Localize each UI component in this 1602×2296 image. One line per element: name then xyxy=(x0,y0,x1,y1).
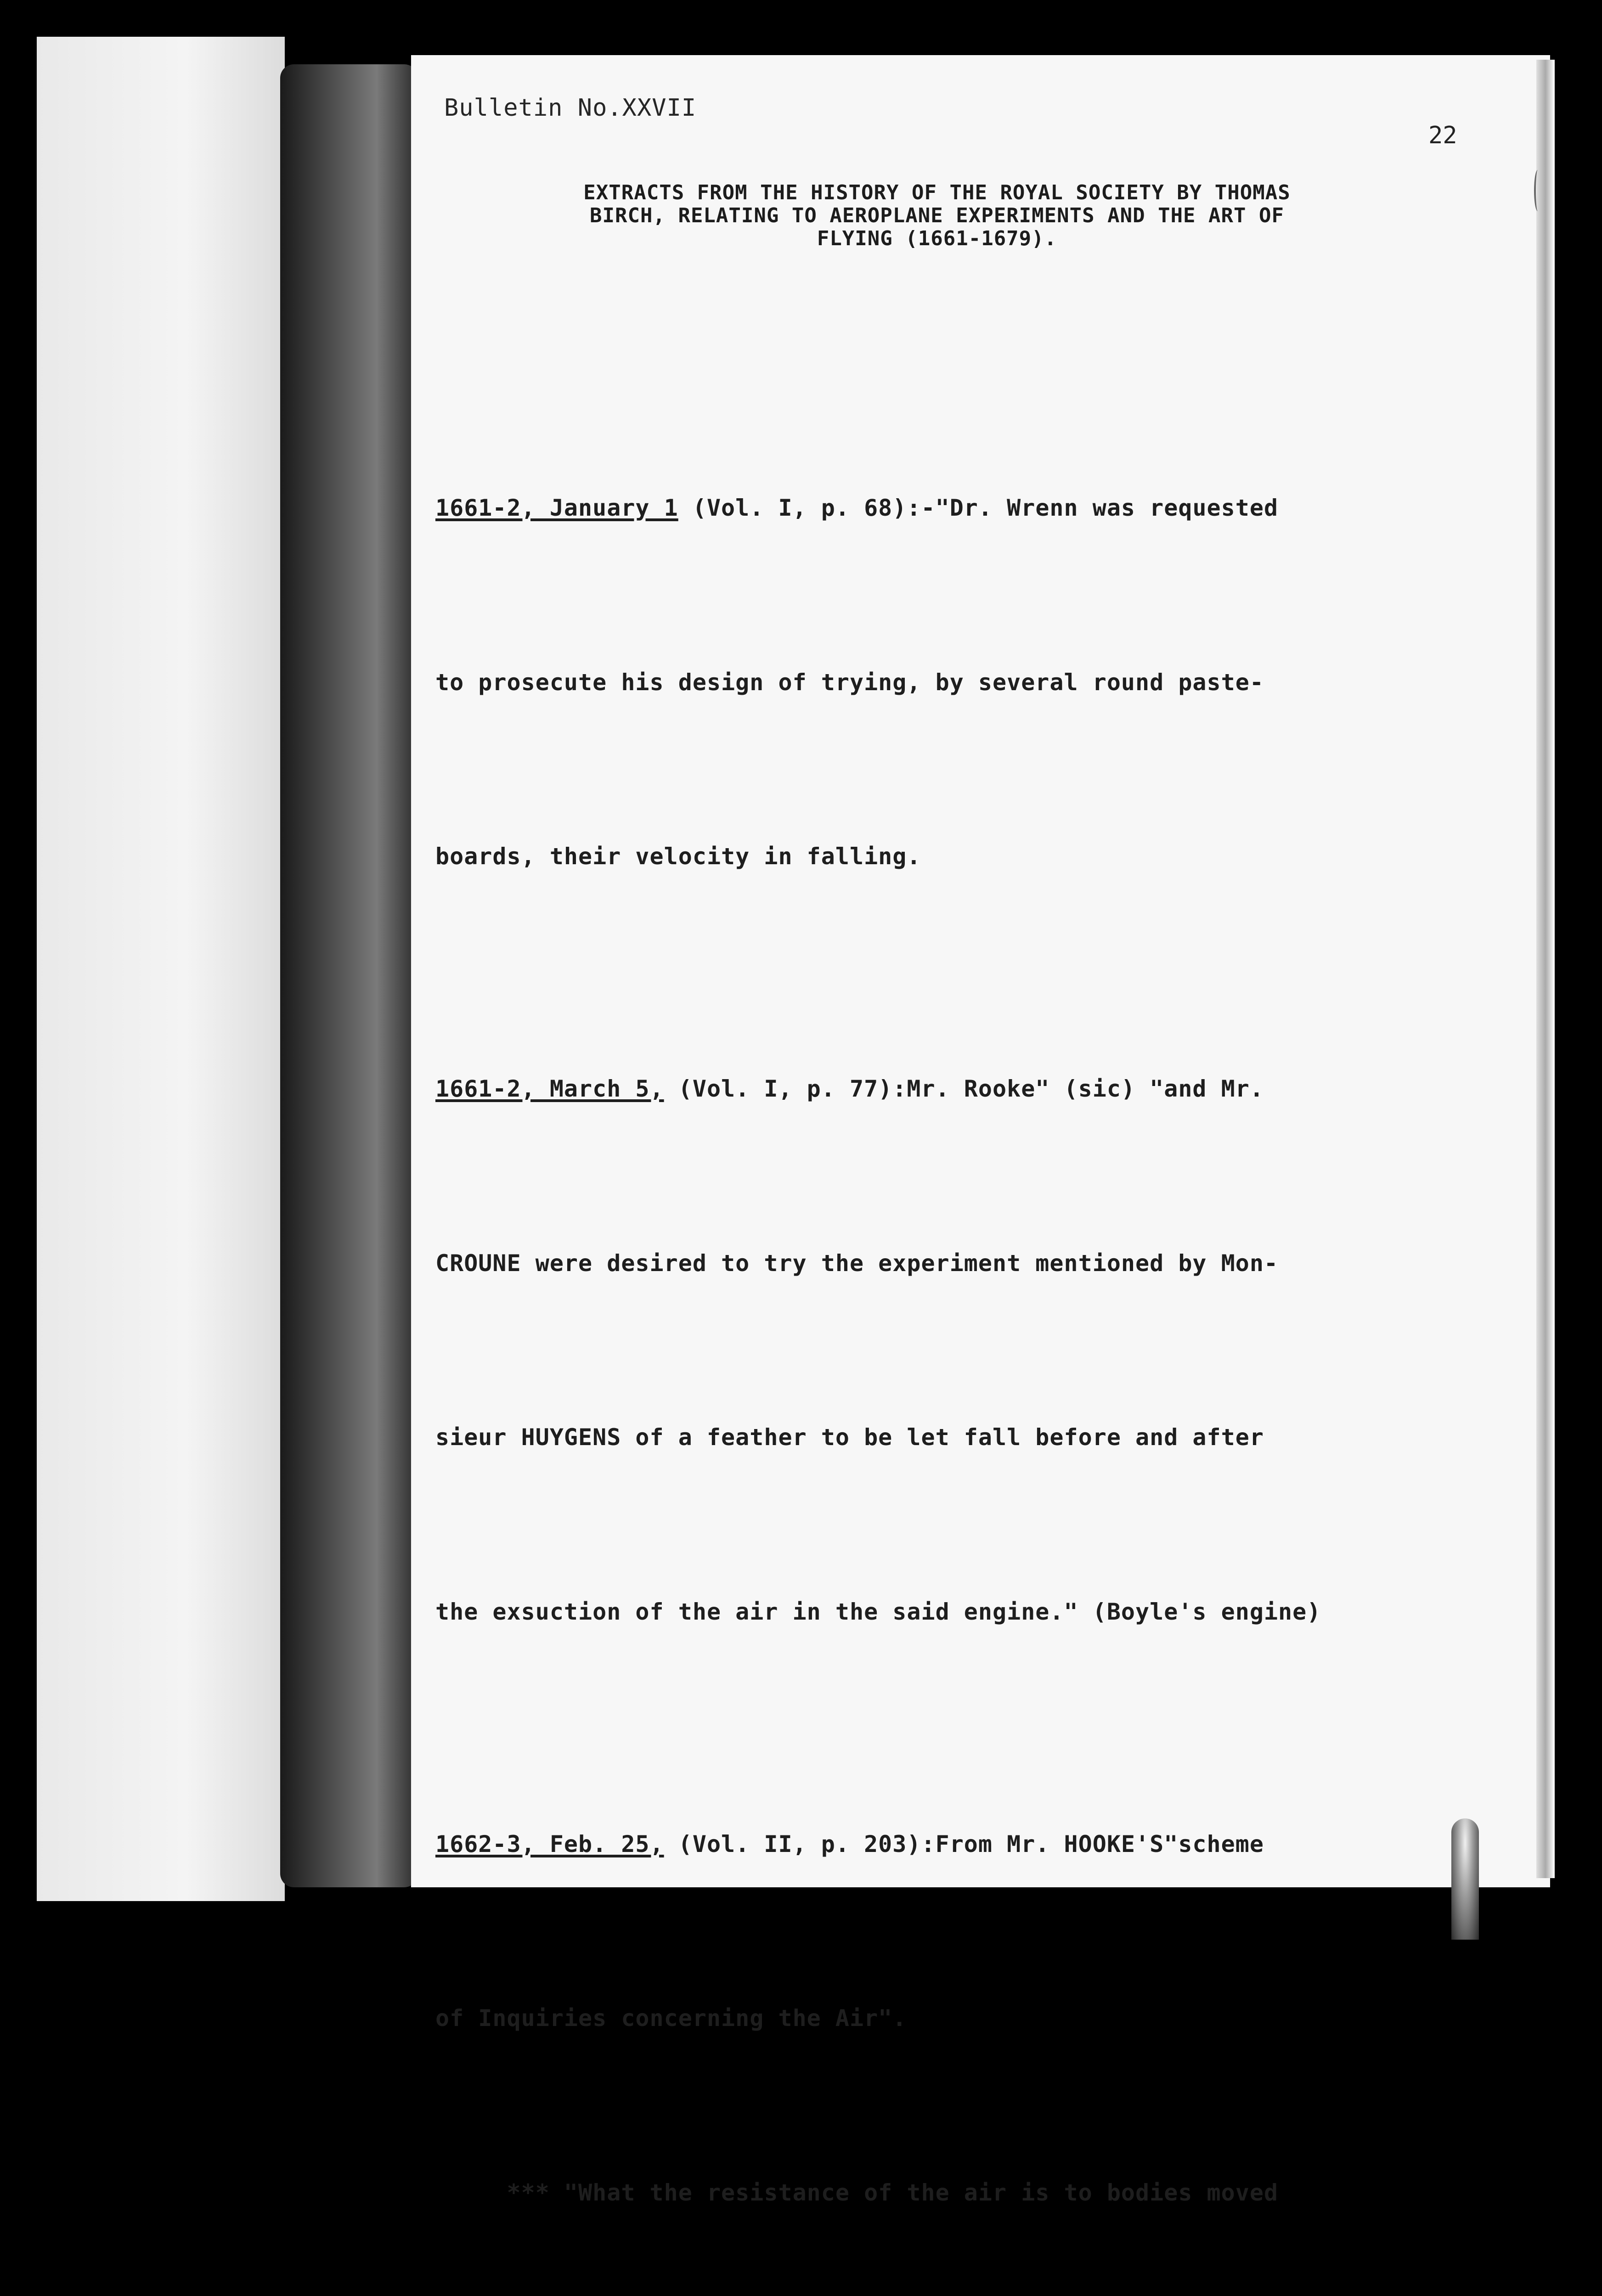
entry-line: to prosecute his design of trying, by several round paste- xyxy=(435,669,1264,696)
entry-line: 1662-3, Feb. 25, (Vol. II, p. 203):From Mr. HOOKE'S"scheme xyxy=(435,1830,1264,1857)
page-number: 22 xyxy=(1428,122,1457,149)
entry-line: 1661-2, March 5, (Vol. I, p. 77):Mr. Rooke" (sic) "and Mr. xyxy=(435,1075,1264,1102)
title-line-3: FLYING (1661-1679). xyxy=(817,227,1057,250)
title-line-2: BIRCH, RELATING TO AEROPLANE EXPERIMENTS AND THE ART OF xyxy=(590,204,1284,227)
entry-date: 1662-3, Feb. 25, xyxy=(435,1830,664,1857)
page-edge xyxy=(1536,60,1555,1878)
entry-date: 1661-2, January 1 xyxy=(435,495,678,521)
entry-line: boards, their velocity in falling. xyxy=(435,843,921,870)
document-title xyxy=(432,181,1442,250)
entry-line: the exsuction of the air in the said engine." (Boyle's engine) xyxy=(435,1598,1321,1625)
margin-mark xyxy=(1534,170,1541,211)
document-body xyxy=(435,363,1510,2296)
pen-tip xyxy=(1451,1818,1479,1940)
entry-line: CROUNE were desired to try the experiment mentioned by Mon- xyxy=(435,1249,1279,1277)
entry-line: sieur HUYGENS of a feather to be let fall before and after xyxy=(435,1424,1264,1451)
entry-line: *** "What the resistance of the air is to bodies moved xyxy=(435,2179,1279,2206)
book-gutter xyxy=(280,64,418,1887)
title-line-1: EXTRACTS FROM THE HISTORY OF THE ROYAL SOCIETY BY THOMAS xyxy=(583,181,1291,204)
bulletin-number: Bulletin No.XXVII xyxy=(444,94,697,122)
entry-line: of Inquiries concerning the Air". xyxy=(435,2005,907,2032)
entry-line: 1661-2, January 1 (Vol. I, p. 68):-"Dr. Wrenn was requested xyxy=(435,495,1279,521)
entry-date: 1661-2, March 5, xyxy=(435,1075,664,1102)
facing-page xyxy=(37,37,285,1901)
